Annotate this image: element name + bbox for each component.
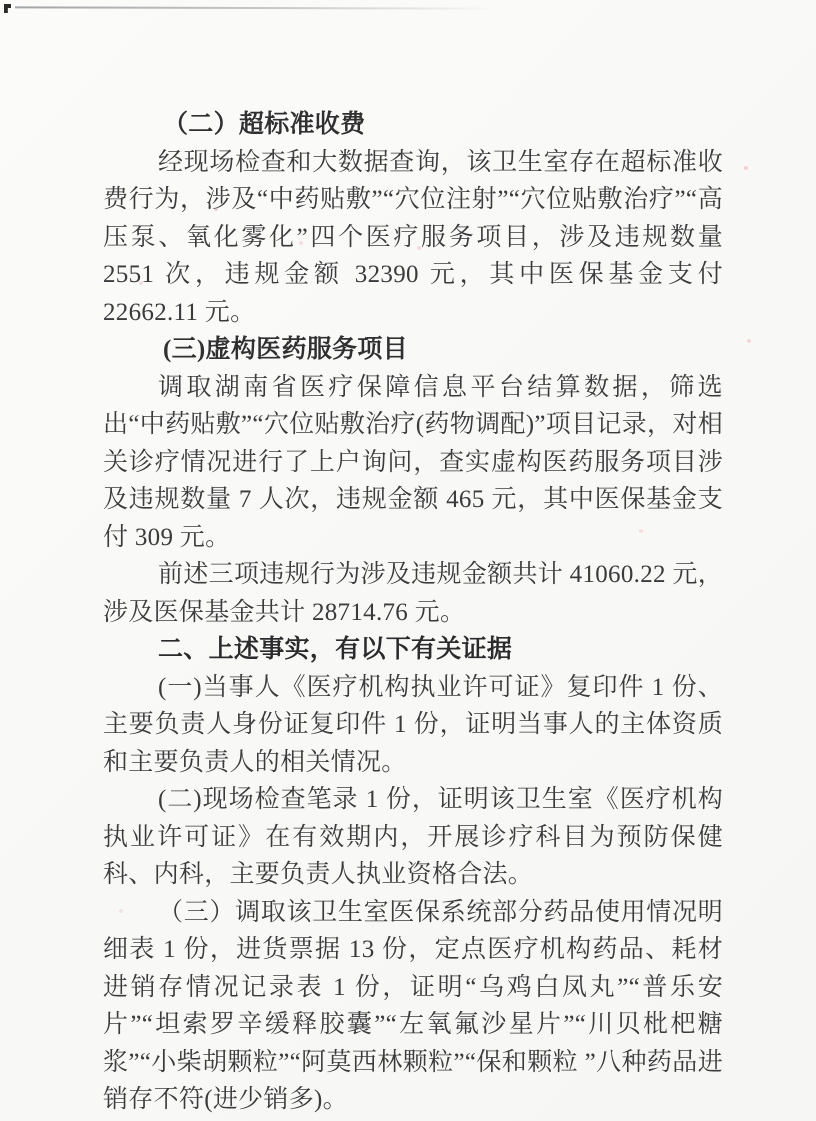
document-body (103, 106, 723, 1119)
section-heading: （二）超标准收费 (163, 111, 366, 138)
paragraph: 调取湖南省医疗保障信息平台结算数据，筛选出“中药贴敷”“穴位贴敷治疗(药物调配)”项目记录，对相关诊疗情况进行了上户询问，查实虚构医药服务项目涉及违规数量 7 人次，违规金额 465 元，其中医保基金支付 309 元。 (103, 373, 723, 551)
section-heading: (三)虚构医药服务项目 (163, 336, 408, 363)
scan-red-speckles (0, 0, 2, 2)
scan-corner-artifact (4, 4, 11, 13)
paragraph: (二)现场检查笔录 1 份，证明该卫生室《医疗机构执业许可证》在有效期内，开展诊疗科目为预防保健科、内科，主要负责人执业资格合法。 (103, 786, 723, 888)
scan-top-line-artifact (15, 6, 493, 9)
paragraph: 前述三项违规行为涉及违规金额共计 41060.22 元，涉及医保基金共计 28714.76 元。 (103, 561, 723, 626)
section-heading-bold: 二、上述事实，有以下有关证据 (158, 635, 513, 663)
paragraph: （三）调取该卫生室医保系统部分药品使用情况明细表 1 份，进货票据 13 份，定点医疗机构药品、耗材进销存情况记录表 1 份，证明“乌鸡白凤丸”“普乐安片”“坦索罗辛缓释胶囊”“左氧氟沙星片”“川贝枇杷糖浆”“小柴胡颗粒”“阿莫西林颗粒”“保和颗粒 ”八种药品进销存不符(进少销多)。 (103, 898, 723, 1113)
paragraph: (一)当事人《医疗机构执业许可证》复印件 1 份、主要负责人身份证复印件 1 份，证明当事人的主体资质和主要负责人的相关情况。 (103, 673, 723, 776)
paragraph: 经现场检查和大数据查询，该卫生室存在超标准收费行为，涉及“中药贴敷”“穴位注射”“穴位贴敷治疗”“高压泵、氧化雾化”四个医疗服务项目，涉及违规数量 2551 次，违规金额 32390 元，其中医保基金支付 22662.11 元。 (103, 148, 723, 326)
